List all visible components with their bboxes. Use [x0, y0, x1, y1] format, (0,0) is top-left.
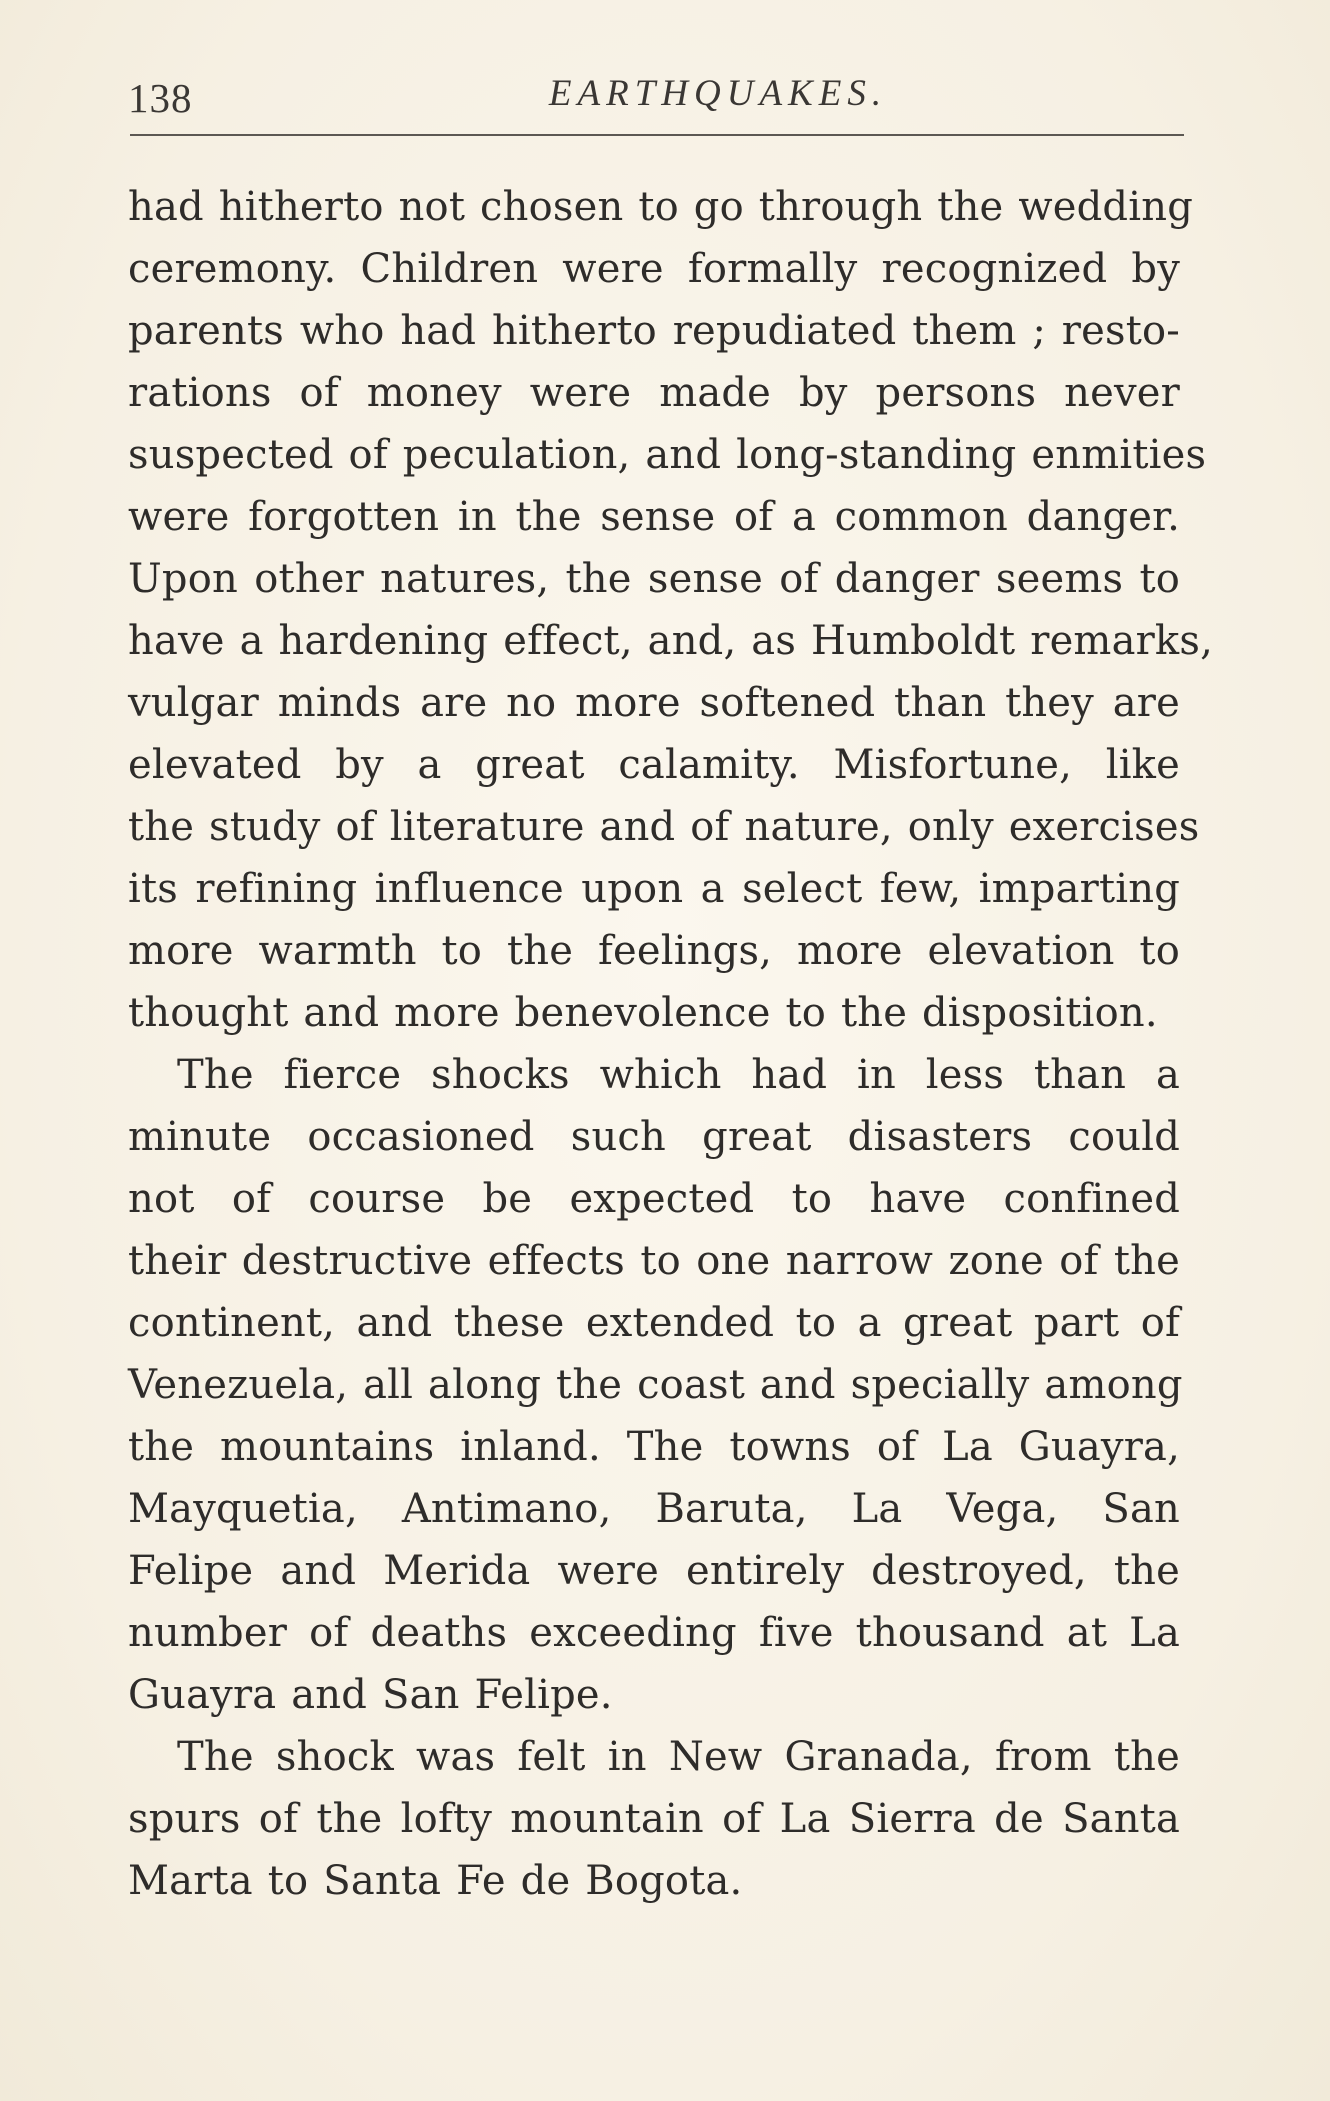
text-line: the mountains inland. The towns of La Guayra, [128, 1424, 1180, 1470]
text-line: vulgar minds are no more softened than they are [128, 680, 1180, 726]
text-line: Mayquetia, Antimano, Baruta, La Vega, San [128, 1486, 1180, 1532]
text-line: The shock was felt in New Granada, from the [177, 1734, 1180, 1780]
text-line: suspected of peculation, and long-standing enmities [128, 432, 1207, 478]
text-line: not of course be expected to have confined [128, 1176, 1180, 1222]
text-line: rations of money were made by persons never [128, 370, 1180, 416]
text-line: the study of literature and of nature, only exercises [128, 804, 1200, 850]
page-number: 138 [128, 75, 193, 121]
running-title: EARTHQUAKES. [548, 73, 888, 114]
text-line: elevated by a great calamity. Misfortune, like [128, 742, 1180, 788]
text-line: Marta to Santa Fe de Bogota. [128, 1858, 743, 1904]
text-line: have a hardening effect, and, as Humboldt remarks, [128, 618, 1214, 664]
text-line: number of deaths exceeding five thousand at La [128, 1610, 1180, 1656]
paragraph-2 [128, 1044, 1183, 1726]
text-line: more warmth to the feelings, more elevation to [128, 928, 1180, 974]
body-text [128, 176, 1214, 1912]
page-header [128, 66, 1178, 126]
text-line: parents who had hitherto repudiated them ; resto- [128, 308, 1180, 354]
text-line: minute occasioned such great disasters could [128, 1114, 1180, 1160]
text-line: their destructive effects to one narrow zone of the [128, 1238, 1180, 1284]
text-line: Venezuela, all along the coast and specially among [128, 1362, 1183, 1408]
text-line: Guayra and San Felipe. [128, 1672, 613, 1718]
text-line: its refining influence upon a select few, imparting [128, 866, 1180, 912]
text-line: Upon other natures, the sense of danger seems to [128, 556, 1180, 602]
text-line: spurs of the lofty mountain of La Sierra de Santa [128, 1796, 1180, 1842]
text-line: Felipe and Merida were entirely destroyed, the [128, 1548, 1180, 1594]
paragraph-3 [128, 1726, 1180, 1912]
text-line: continent, and these extended to a great part of [128, 1300, 1180, 1346]
text-line: thought and more benevolence to the disposition. [128, 990, 1158, 1036]
text-line: were forgotten in the sense of a common danger. [128, 494, 1180, 540]
header-rule [130, 134, 1184, 136]
paragraph-1 [128, 176, 1214, 1044]
text-line: The fierce shocks which had in less than a [177, 1052, 1180, 1098]
text-line: had hitherto not chosen to go through the wedding [128, 184, 1193, 230]
text-line: ceremony. Children were formally recognized by [128, 246, 1180, 292]
